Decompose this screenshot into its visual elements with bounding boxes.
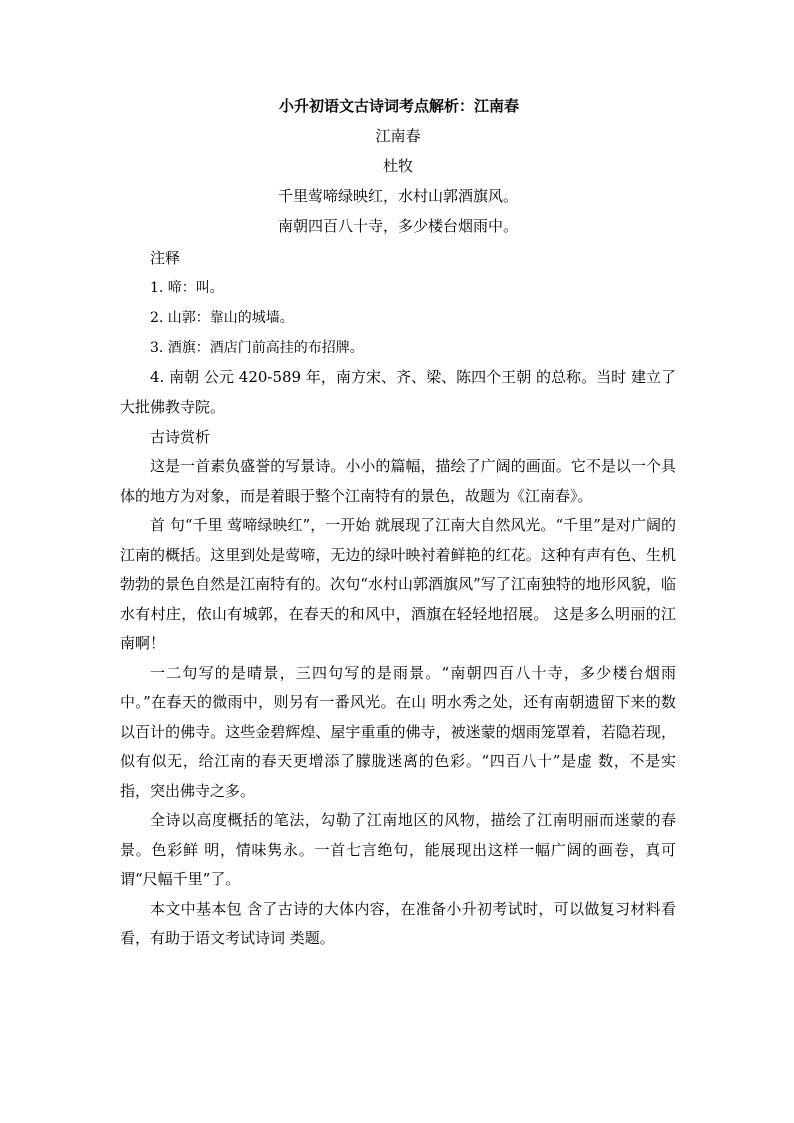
document-title: 小升初语文古诗词考点解析：江南春 [278, 97, 519, 115]
note-item-1: 1. 啼：叫。 [150, 280, 224, 296]
paragraph-2: 首 句“千里 莺啼绿映红”，一开始 就展现了江南大自然风光。“千里”是对广阔的江南的概括。这里到处是莺啼，无边的绿叶映衬着鲜艳的红花。这种有声有色、生机勃勃的景色自然是江南特有的。次句“水村山郭酒旗风”写了江南独特的地形风貌，临水有村庄，依山有城郭，在春天的和风中，酒旗在轻轻地招展。 这是多么明丽的江南啊！ [120, 516, 676, 652]
paragraph-1: 这是一首素负盛誉的写景诗。小小的篇幅，描绘了广阔的画面。它不是以一个具体的地方为对象，而是着眼于整个江南特有的景色，故题为《江南春》。 [120, 457, 676, 505]
poem-line-2: 南朝四百八十寺，多少楼台烟雨中。 [277, 217, 518, 235]
paragraph-5: 本文中基本包 含了古诗的大体内容，在准备小升初考试时，可以做复习材料看看，有助于语文考试诗词 类题。 [120, 899, 676, 947]
paragraph-4: 全诗以高度概括的笔法，勾勒了江南地区的风物，描绘了江南明丽而迷蒙的春景。色彩鲜 明，情味隽永。一首七言绝句，能展现出这样一幅广阔的画卷，真可谓“尺幅千里”了。 [120, 811, 676, 888]
poem-line-1: 千里莺啼绿映红，水村山郭酒旗风。 [277, 187, 518, 205]
note-item-3: 3. 酒旗：酒店门前高挂的布招牌。 [150, 340, 364, 356]
paragraph-3: 一二句写的是晴景，三四句写的是雨景。“南朝四百八十寺，多少楼台烟雨中。”在春天的微雨中，则另有一番风光。在山 明水秀之处，还有南朝遗留下来的数以百计的佛寺。这些金碧辉煌、屋宇重重的佛寺，被迷蒙的烟雨笼罩着，若隐若现，似有似无，给江南的春天更增添了朦胧迷离的色彩。“四百八十”是虚 数，不是实指，突出佛寺之多。 [120, 663, 676, 800]
document-page [120, 96, 676, 954]
note-item-2: 2. 山郭：靠山的城墙。 [150, 310, 294, 326]
note-item-4: 4. 南朝 公元 420-589 年，南方宋、齐、梁、陈四个王朝 的总称。当时 建立了大批佛教寺院。 [120, 368, 676, 416]
notes-heading: 注释 [150, 249, 181, 267]
poem-name: 江南春 [375, 127, 421, 145]
poem-author: 杜牧 [382, 157, 413, 175]
appreciation-heading: 古诗赏析 [150, 428, 211, 446]
